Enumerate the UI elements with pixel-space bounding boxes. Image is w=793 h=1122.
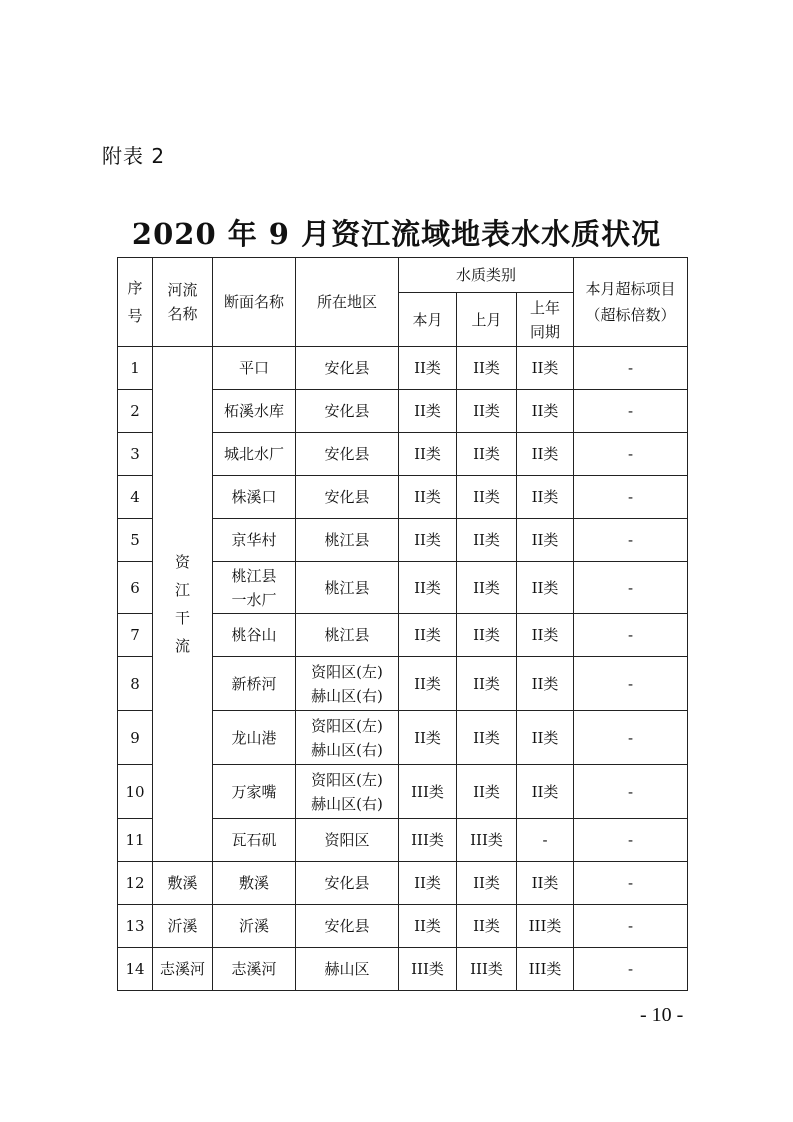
quality-current-month: II类 — [399, 519, 457, 562]
exceed-items: - — [574, 433, 688, 476]
quality-current-month: II类 — [399, 711, 457, 765]
quality-last-month: II类 — [457, 614, 517, 657]
section-name: 万家嘴 — [213, 765, 296, 819]
river-name: 敷溪 — [153, 862, 213, 905]
row-seq: 5 — [118, 519, 153, 562]
row-seq: 11 — [118, 819, 153, 862]
quality-last-year: II类 — [517, 347, 574, 390]
row-seq: 12 — [118, 862, 153, 905]
quality-last-month: III类 — [457, 948, 517, 991]
region-name: 安化县 — [296, 433, 399, 476]
row-seq: 10 — [118, 765, 153, 819]
region-name: 安化县 — [296, 905, 399, 948]
region-name: 安化县 — [296, 390, 399, 433]
table-row — [118, 862, 688, 905]
exceed-items: - — [574, 905, 688, 948]
quality-current-month: II类 — [399, 562, 457, 614]
region-name: 桃江县 — [296, 519, 399, 562]
river-name: 沂溪 — [153, 905, 213, 948]
quality-last-year: II类 — [517, 657, 574, 711]
table-row — [118, 948, 688, 991]
region-name: 桃江县 — [296, 562, 399, 614]
quality-last-year: II类 — [517, 519, 574, 562]
exceed-items: - — [574, 614, 688, 657]
row-seq: 9 — [118, 711, 153, 765]
exceed-items: - — [574, 819, 688, 862]
header-current-month: 本月 — [399, 293, 457, 347]
section-name: 志溪河 — [213, 948, 296, 991]
exceed-items: - — [574, 657, 688, 711]
header-region: 所在地区 — [296, 258, 399, 347]
quality-last-year: II类 — [517, 765, 574, 819]
exceed-items: - — [574, 562, 688, 614]
region-name: 桃江县 — [296, 614, 399, 657]
exceed-items: - — [574, 711, 688, 765]
quality-last-year: III类 — [517, 948, 574, 991]
appendix-label: 附表 2 — [102, 144, 166, 168]
river-name: 志溪河 — [153, 948, 213, 991]
region-name: 资阳区 — [296, 819, 399, 862]
quality-last-year: III类 — [517, 905, 574, 948]
section-name: 柘溪水库 — [213, 390, 296, 433]
row-seq: 8 — [118, 657, 153, 711]
quality-current-month: III类 — [399, 765, 457, 819]
water-quality-table — [117, 257, 688, 991]
quality-last-month: II类 — [457, 905, 517, 948]
quality-last-month: II类 — [457, 390, 517, 433]
region-name: 资阳区(左) 赫山区(右) — [296, 657, 399, 711]
quality-last-month: II类 — [457, 862, 517, 905]
section-name: 平口 — [213, 347, 296, 390]
region-name: 安化县 — [296, 476, 399, 519]
row-seq: 1 — [118, 347, 153, 390]
region-name: 资阳区(左) 赫山区(右) — [296, 711, 399, 765]
quality-current-month: II类 — [399, 905, 457, 948]
exceed-items: - — [574, 765, 688, 819]
row-seq: 13 — [118, 905, 153, 948]
region-name: 资阳区(左) 赫山区(右) — [296, 765, 399, 819]
header-section: 断面名称 — [213, 258, 296, 347]
quality-last-year: - — [517, 819, 574, 862]
quality-current-month: III类 — [399, 819, 457, 862]
page-number: - 10 - — [640, 1004, 684, 1026]
section-name: 城北水厂 — [213, 433, 296, 476]
quality-last-month: II类 — [457, 519, 517, 562]
exceed-items: - — [574, 347, 688, 390]
table-row — [118, 347, 688, 390]
quality-last-year: II类 — [517, 476, 574, 519]
quality-current-month: II类 — [399, 433, 457, 476]
row-seq: 6 — [118, 562, 153, 614]
quality-last-month: III类 — [457, 819, 517, 862]
quality-last-year: II类 — [517, 614, 574, 657]
exceed-items: - — [574, 948, 688, 991]
quality-current-month: II类 — [399, 614, 457, 657]
section-name: 沂溪 — [213, 905, 296, 948]
quality-current-month: II类 — [399, 657, 457, 711]
quality-current-month: II类 — [399, 390, 457, 433]
exceed-items: - — [574, 390, 688, 433]
exceed-items: - — [574, 862, 688, 905]
quality-current-month: II类 — [399, 347, 457, 390]
exceed-items: - — [574, 519, 688, 562]
section-name: 桃江县一水厂 — [213, 562, 296, 614]
quality-current-month: III类 — [399, 948, 457, 991]
quality-last-year: II类 — [517, 390, 574, 433]
quality-last-month: II类 — [457, 433, 517, 476]
header-river: 河流名称 — [153, 258, 213, 347]
row-seq: 2 — [118, 390, 153, 433]
header-last-year: 上年同期 — [517, 293, 574, 347]
quality-last-year: II类 — [517, 711, 574, 765]
quality-last-year: II类 — [517, 433, 574, 476]
header-last-month: 上月 — [457, 293, 517, 347]
header-seq: 序号 — [118, 258, 153, 347]
river-name: 资江干流 — [153, 347, 213, 862]
row-seq: 7 — [118, 614, 153, 657]
row-seq: 3 — [118, 433, 153, 476]
table-row — [118, 905, 688, 948]
region-name: 安化县 — [296, 862, 399, 905]
quality-last-month: II类 — [457, 476, 517, 519]
quality-last-year: II类 — [517, 562, 574, 614]
quality-last-year: II类 — [517, 862, 574, 905]
quality-last-month: II类 — [457, 765, 517, 819]
document-title: 2020 年 9 月资江流域地表水水质状况 — [131, 217, 662, 251]
quality-current-month: II类 — [399, 862, 457, 905]
quality-current-month: II类 — [399, 476, 457, 519]
quality-last-month: II类 — [457, 347, 517, 390]
header-exceed: 本月超标项目（超标倍数） — [574, 258, 688, 347]
section-name: 龙山港 — [213, 711, 296, 765]
quality-last-month: II类 — [457, 657, 517, 711]
exceed-items: - — [574, 476, 688, 519]
section-name: 瓦石矶 — [213, 819, 296, 862]
header-quality-group: 水质类别 — [399, 258, 574, 293]
section-name: 新桥河 — [213, 657, 296, 711]
row-seq: 4 — [118, 476, 153, 519]
row-seq: 14 — [118, 948, 153, 991]
region-name: 安化县 — [296, 347, 399, 390]
quality-last-month: II类 — [457, 711, 517, 765]
section-name: 京华村 — [213, 519, 296, 562]
region-name: 赫山区 — [296, 948, 399, 991]
quality-last-month: II类 — [457, 562, 517, 614]
section-name: 桃谷山 — [213, 614, 296, 657]
section-name: 敷溪 — [213, 862, 296, 905]
section-name: 株溪口 — [213, 476, 296, 519]
